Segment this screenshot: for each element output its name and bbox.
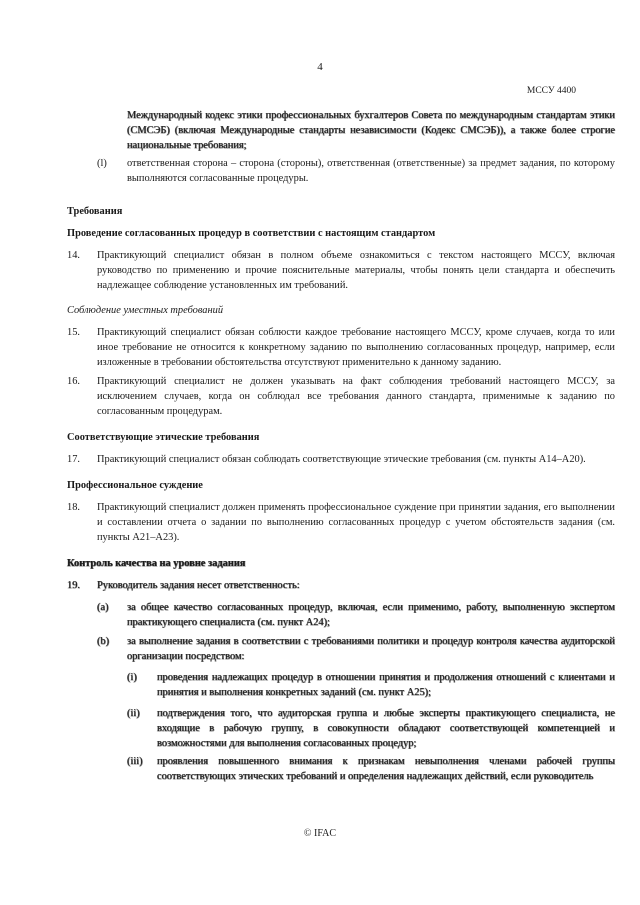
paragraph-19-text: Руководитель задания несет ответственность: [97,580,300,591]
item-iii [67,754,615,786]
paragraph-14 [67,248,615,294]
item-b-text: за выполнение задания в соответствии с требованиями политики и процедур контроля качества аудиторской организации посредством: [127,636,615,662]
section-heading-ethics: Соответствующие этические требования [67,432,260,443]
section-heading-compliance: Соблюдение уместных требований [67,305,224,316]
item-a-label: (a) [97,602,109,613]
paragraph-15-number: 15. [67,327,80,338]
definition-l [67,156,615,188]
section-heading-quality: Контроль качества на уровне задания [67,558,246,569]
item-a [67,600,615,632]
intro-text: Международный кодекс этики профессиональных бухгалтеров Совета по международным стандартам этики (СМСЭБ) (включая Международные стандарты независимости (Кодекс СМСЭБ)), а также более строгие национальные требования; [127,110,615,151]
paragraph-15 [67,325,615,371]
paragraph-15-text: Практикующий специалист обязан соблюсти каждое требование настоящего МССУ, кроме случаев, когда то или иное требование не относится к конкретному заданию по выполнению согласованных процедур, например, если изложенные в требовании обстоятельства отсутствуют применительно к данному заданию. [97,327,615,368]
footer-copyright: © IFAC [303,828,337,839]
definition-l-text: ответственная сторона – сторона (стороны), ответственная (ответственные) за предмет задания, по которому выполняются согласованные процедуры. [127,158,615,184]
paragraph-14-text: Практикующий специалист обязан в полном объеме ознакомиться с текстом настоящего МССУ, включая руководство по применению и прочие пояснительные материалы, чтобы понять цели стандарта и обеспечить надлежащее соблюдение установленных им требований. [97,250,615,291]
section-heading-judgment: Профессиональное суждение [67,480,203,491]
item-i-text: проведения надлежащих процедур в отношении принятия и продолжения отношений с клиентами и принятия и выполнения конкретных заданий (см. пункт A25); [157,672,615,698]
paragraph-17-text: Практикующий специалист обязан соблюдать соответствующие этические требования (см. пункты A14–A20). [97,454,586,465]
paragraph-14-number: 14. [67,250,80,261]
item-iii-text: проявления повышенного внимания к признакам невыполнения членами рабочей группы соответствующих этических требований и определения надлежащих действий, если руководитель [157,756,615,782]
paragraph-19 [67,578,615,594]
item-i-label: (i) [127,672,137,683]
item-iii-label: (iii) [127,756,143,767]
intro-paragraph [127,108,615,153]
paragraph-18 [67,500,615,546]
definition-l-label: (l) [97,158,107,169]
item-a-text: за общее качество согласованных процедур, включая, если применимо, работу, выполненную экспертом практикующего специалиста (см. пункт A24); [127,602,615,628]
item-b-label: (b) [97,636,110,647]
item-b [67,634,615,666]
paragraph-17-number: 17. [67,454,80,465]
requirements-heading: Требования [67,206,123,217]
paragraph-18-text: Практикующий специалист должен применять профессиональное суждение при принятии задания, его выполнении и составлении отчета о задании по выполнению согласованных процедур с учетом обстоятельств задания (см. пункты A21–A23). [97,502,615,543]
page-number: 4 [317,61,323,73]
item-i [67,670,615,702]
item-ii-label: (ii) [127,708,140,719]
paragraph-18-number: 18. [67,502,80,513]
item-ii-text: подтверждения того, что аудиторская группа и любые эксперты практикующего специалиста, не входящие в рабочую группу, в совокупности обладают соответствующей компетенцией и возможностями для выполнения согласованных процедур; [157,708,615,749]
paragraph-19-number: 19. [67,580,80,591]
standard-code: МССУ 4400 [526,86,576,96]
section-heading-conduct: Проведение согласованных процедур в соответствии с настоящим стандартом [67,228,436,239]
paragraph-16 [67,374,615,420]
item-ii [67,706,615,752]
paragraph-16-text: Практикующий специалист не должен указывать на факт соблюдения требований настоящего МССУ, за исключением случаев, когда он соблюдал все требования данного стандарта, применимые к заданию по согласованным процедурам. [97,376,615,417]
paragraph-16-number: 16. [67,376,80,387]
paragraph-17 [67,452,615,468]
